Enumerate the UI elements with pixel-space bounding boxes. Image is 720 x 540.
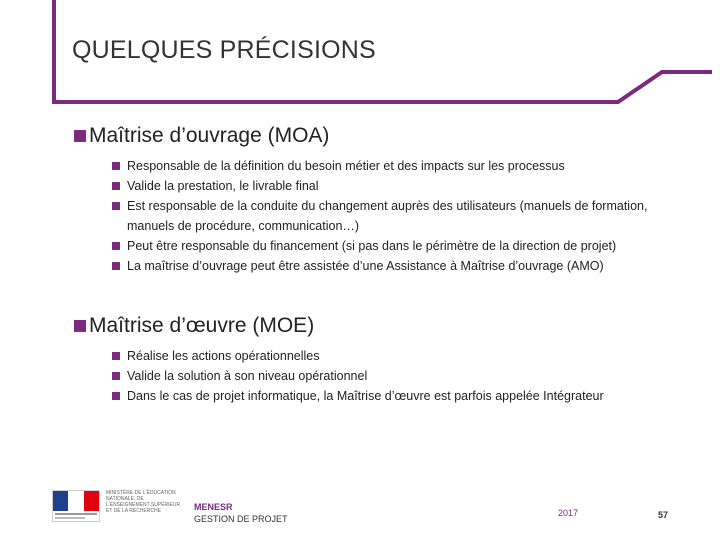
bullet-item — [112, 386, 672, 406]
bullet-item — [112, 156, 672, 176]
square-bullet-icon — [112, 262, 120, 270]
section-heading-text: Maîtrise d’ouvrage (MOA) — [89, 124, 330, 147]
section-heading — [58, 124, 672, 148]
square-bullet-icon — [112, 372, 120, 380]
footer-subtitle: GESTION DE PROJET — [194, 514, 288, 524]
square-bullet-icon — [74, 320, 86, 332]
bullet-text: La maîtrise d’ouvrage peut être assistée d’une Assistance à Maîtrise d’ouvrage (AMO) — [127, 259, 604, 273]
square-bullet-icon — [74, 130, 86, 142]
square-bullet-icon — [112, 242, 120, 250]
bullet-text: Responsable de la définition du besoin métier et des impacts sur les processus — [127, 159, 565, 173]
page-number: 57 — [658, 510, 669, 520]
section-moa — [58, 124, 672, 276]
bullet-list — [58, 346, 672, 406]
ministry-logo — [52, 488, 182, 522]
bullet-item — [112, 346, 672, 366]
marianne-flag-icon — [52, 490, 100, 522]
section-moe — [58, 314, 672, 406]
square-bullet-icon — [112, 392, 120, 400]
slide-title: QUELQUES PRÉCISIONS — [72, 36, 376, 64]
bullet-item — [112, 196, 672, 236]
bullet-text: Dans le cas de projet informatique, la Maîtrise d’œuvre est parfois appelée Intégrateur — [127, 389, 604, 403]
bullet-item — [112, 176, 672, 196]
bullet-text: Peut être responsable du financement (si pas dans le périmètre de la direction de projet) — [127, 239, 617, 253]
footer-year: 2017 — [558, 508, 579, 518]
bullet-text: Est responsable de la conduite du changement auprès des utilisateurs (manuels de formation, manuels de procédure, communication…) — [127, 199, 648, 233]
bullet-item — [112, 256, 672, 276]
square-bullet-icon — [112, 182, 120, 190]
square-bullet-icon — [112, 202, 120, 210]
section-heading-text: Maîtrise d’œuvre (MOE) — [89, 314, 315, 337]
bullet-text: Valide la solution à son niveau opérationnel — [127, 369, 368, 383]
logo-text: MINISTÈRE DE L’ÉDUCATION NATIONALE, DE L’ENSEIGNEMENT SUPÉRIEUR ET DE LA RECHERCHE — [106, 490, 181, 514]
section-heading — [58, 314, 672, 338]
bullet-item — [112, 366, 672, 386]
bullet-item — [112, 236, 672, 256]
bullet-text: Valide la prestation, le livrable final — [127, 179, 319, 193]
square-bullet-icon — [112, 162, 120, 170]
bullet-text: Réalise les actions opérationnelles — [127, 349, 320, 363]
footer-org: MENESR — [194, 502, 233, 512]
bullet-list — [58, 156, 672, 276]
square-bullet-icon — [112, 352, 120, 360]
